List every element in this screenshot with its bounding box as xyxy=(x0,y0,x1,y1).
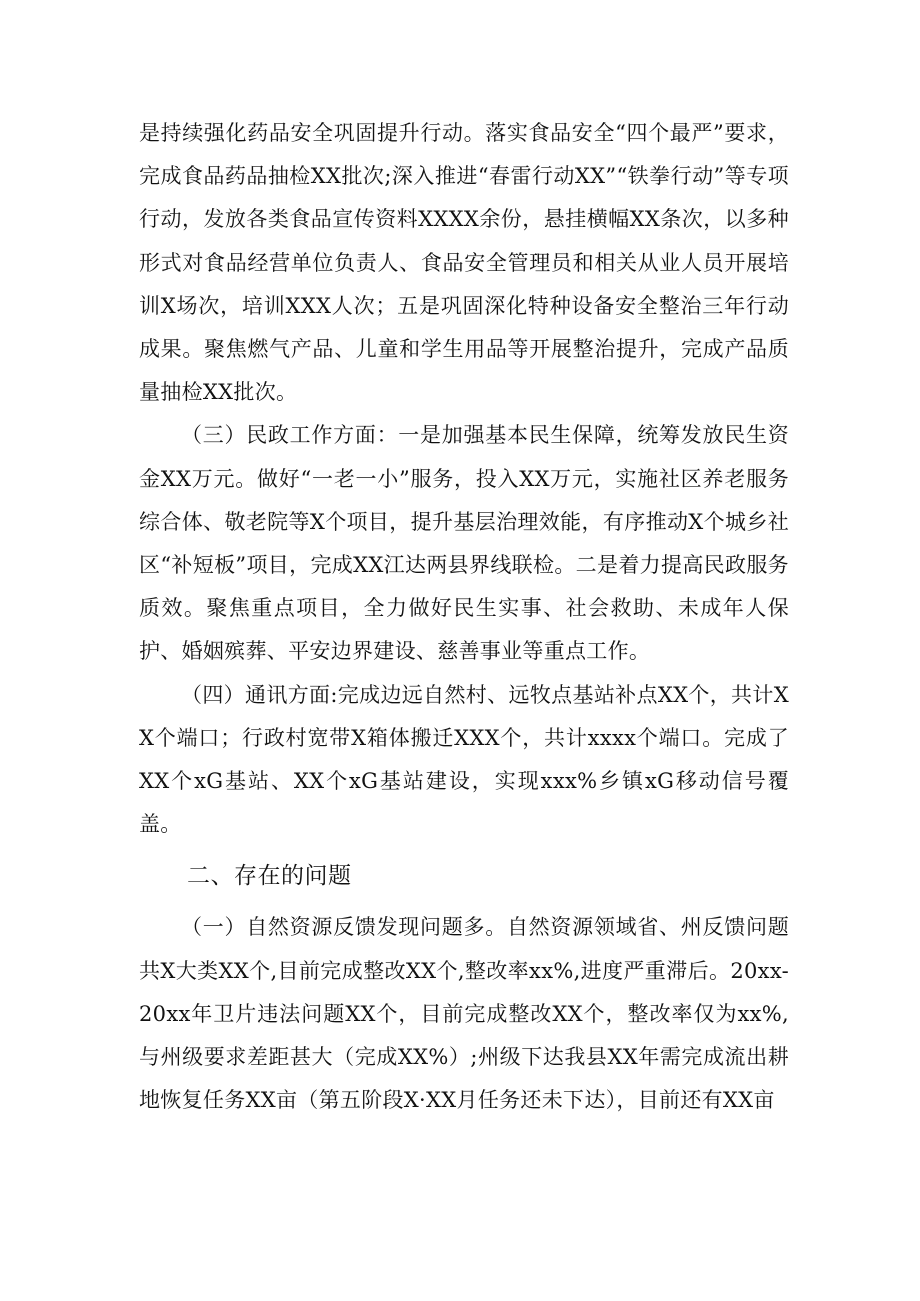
paragraph-communications: （四）通讯方面:完成边远自然村、远牧点基站补点XX个，共计XX个端口；行政村宽带X箱体搬迁XXX个，共计xxxx个端口。完成了XX个xG基站、XX个xG基站建设，实现xxx%乡镇xG移动信号覆盖。 xyxy=(139,682,789,837)
paragraph-civil-affairs: （三）民政工作方面：一是加强基本民生保障，统筹发放民生资金XX万元。做好“一老一小”服务，投入XX万元，实施社区养老服务综合体、敬老院等X个项目，提升基层治理效能，有序推动X个城乡社区“补短板”项目，完成XX江达两县界线联检。二是着力提高民政服务质效。聚焦重点项目，全力做好民生实事、社会救助、未成年人保护、婚姻殡葬、平安边界建设、慈善事业等重点工作。 xyxy=(139,423,789,664)
section-heading-problems: 二、存在的问题 xyxy=(187,863,352,890)
paragraph-food-drug-safety: 是持续强化药品安全巩固提升行动。落实食品安全“四个最严”要求，完成食品药品抽检XX批次;深入推进“春雷行动XX”“铁拳行动”等专项行动，发放各类食品宣传资料XXXX余份，悬挂横幅XX条次，以多种形式对食品经营单位负责人、食品安全管理员和相关从业人员开展培训X场次，培训XXX人次；五是巩固深化特种设备安全整治三年行动成果。聚焦燃气产品、儿童和学生用品等开展整治提升，完成产品质量抽检XX批次。 xyxy=(139,121,789,405)
document-body xyxy=(139,112,789,1122)
paragraph-natural-resources-issues: （一）自然资源反馈发现问题多。自然资源领域省、州反馈问题共X大类XX个,目前完成整改XX个,整改率xx%,进度严重滞后。20xx-20xx年卫片违法问题XX个，目前完成整改XX个，整改率仅为xx%,与州级要求差距甚大（完成XX%）;州级下达我县XX年需完成流出耕地恢复任务XX亩（第五阶段X·XX月任务还未下达），目前还有XX亩 xyxy=(139,915,789,1113)
